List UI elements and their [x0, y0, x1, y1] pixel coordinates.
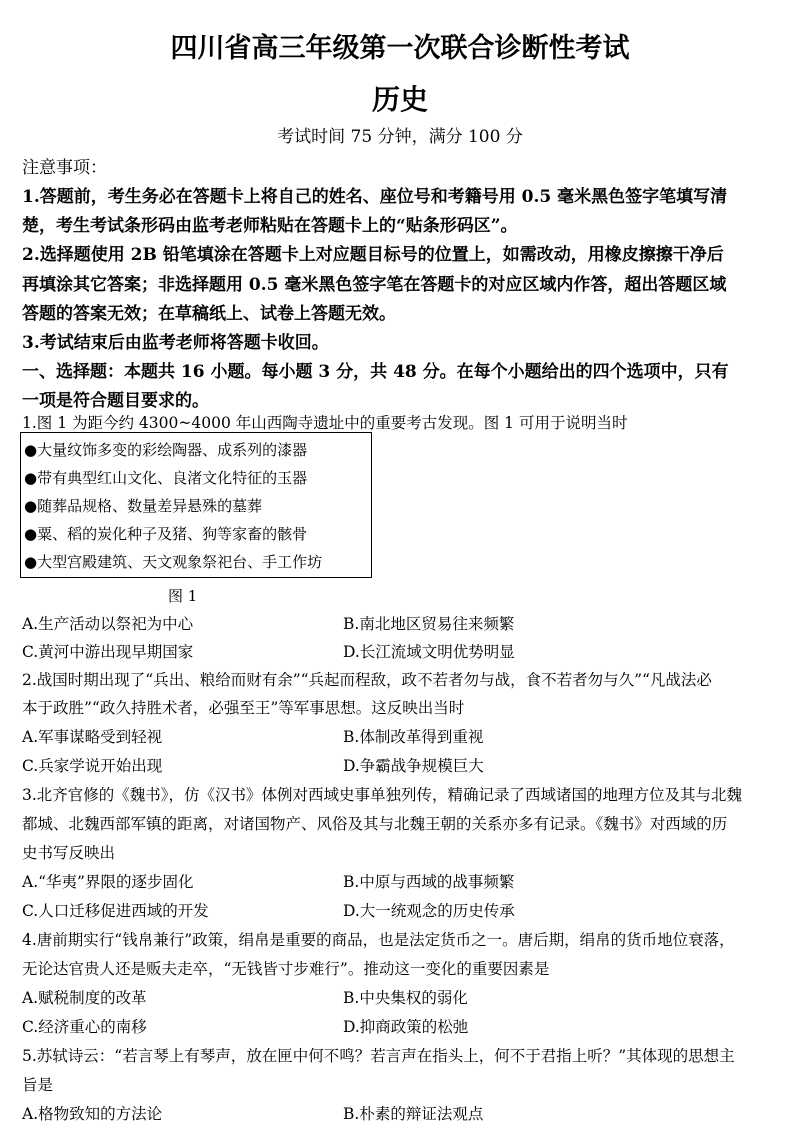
exam-info: 考试时间 75 分钟，满分 100 分 — [277, 127, 523, 147]
figure-item: ●粟、稻的炭化种子及猪、狗等家畜的骸骨 — [24, 525, 308, 543]
q1-stem: 1.图 1 为距今约 4300~4000 年山西陶寺遗址中的重要考古发现。图 1 可用于说明当时 — [22, 414, 628, 432]
q3-option-b: B.中原与西域的战事频繁 — [343, 873, 515, 891]
q1-option-a: A.生产活动以祭祀为中心 — [22, 615, 194, 633]
q1-option-b: B.南北地区贸易往来频繁 — [343, 615, 515, 633]
notice-line: 3.考试结束后由监考老师将答题卡收回。 — [22, 333, 329, 353]
q5-option-a: A.格物致知的方法论 — [22, 1105, 163, 1123]
notice-line: 2.选择题使用 2B 铅笔填涂在答题卡上对应题目标号的位置上，如需改动，用橡皮擦擦干净后 — [22, 245, 724, 265]
notice-line: 1.答题前，考生务必在答题卡上将自己的姓名、座位号和考籍号用 0.5 毫米黑色签字笔填写清 — [22, 187, 728, 207]
q4-option-c: C.经济重心的南移 — [22, 1018, 147, 1036]
figure-label: 图 1 — [168, 587, 198, 605]
subject-title: 历史 — [371, 83, 428, 116]
notice-line: 楚，考生考试条形码由监考老师粘贴在答题卡上的“贴条形码区”。 — [22, 216, 518, 236]
q4-option-a: A.赋税制度的改革 — [22, 989, 147, 1007]
section-heading-line: 一项是符合题目要求的。 — [22, 391, 209, 411]
q3-stem-line: 史书写反映出 — [22, 844, 116, 862]
q5-stem-line: 旨是 — [22, 1076, 54, 1094]
q3-stem-line: 都城、北魏西部军镇的距离，对诸国物产、风俗及其与北魏王朝的关系亦多有记录。《魏书》对西域的历 — [22, 815, 728, 833]
section-heading-line: 一、选择题：本题共 16 小题。每小题 3 分，共 48 分。在每个小题给出的四个选项中，只有 — [22, 362, 729, 382]
q4-option-b: B.中央集权的弱化 — [343, 989, 468, 1007]
q2-option-a: A.军事谋略受到轻视 — [22, 728, 163, 746]
q2-option-c: C.兵家学说开始出现 — [22, 757, 163, 775]
figure-item: ●大型宫殿建筑、天文观象祭祀台、手工作坊 — [24, 553, 323, 571]
q1-figure-box — [20, 432, 372, 578]
exam-title: 四川省高三年级第一次联合诊断性考试 — [170, 33, 630, 64]
figure-item: ●带有典型红山文化、良渚文化特征的玉器 — [24, 469, 308, 487]
notice-heading: 注意事项： — [22, 158, 107, 178]
figure-item: ●大量纹饰多变的彩绘陶器、成系列的漆器 — [24, 441, 308, 459]
q5-option-b: B.朴素的辩证法观点 — [343, 1105, 484, 1123]
q2-stem-line: 2.战国时期出现了“兵出、粮给而财有余”“兵起而程敌，政不若者勿与战，食不若者勿与久”“凡战法必 — [22, 671, 712, 689]
notice-line: 答题的答案无效；在草稿纸上、试卷上答题无效。 — [22, 304, 396, 324]
q1-option-d: D.长江流域文明优势明显 — [343, 643, 515, 661]
q4-option-d: D.抑商政策的松弛 — [343, 1018, 469, 1036]
q3-option-c: C.人口迁移促进西域的开发 — [22, 902, 209, 920]
q3-option-d: D.大一统观念的历史传承 — [343, 902, 515, 920]
q2-option-d: D.争霸战争规模巨大 — [343, 757, 484, 775]
figure-item: ●随葬品规格、数量差异悬殊的墓葬 — [24, 497, 263, 515]
notice-line: 再填涂其它答案；非选择题用 0.5 毫米黑色签字笔在答题卡的对应区域内作答，超出答题区域 — [22, 275, 727, 295]
q2-stem-line: 本于政胜”“政久持胜术者，必强至王”等军事思想。这反映出当时 — [22, 699, 465, 717]
q4-stem-line: 4.唐前期实行“钱帛兼行”政策，绢帛是重要的商品，也是法定货币之一。唐后期，绢帛的货币地位衰落， — [22, 931, 735, 949]
q1-option-c: C.黄河中游出现早期国家 — [22, 643, 194, 661]
q4-stem-line: 无论达官贵人还是贩夫走卒，“无钱皆寸步难行”。推动这一变化的重要因素是 — [22, 960, 550, 978]
q5-stem-line: 5.苏轼诗云：“若言琴上有琴声，放在匣中何不鸣？若言声在指头上，何不于君指上听？”其体现的思想主 — [22, 1047, 735, 1065]
q3-option-a: A.“华夷”界限的逐步固化 — [22, 873, 194, 891]
q2-option-b: B.体制改革得到重视 — [343, 728, 484, 746]
q3-stem-line: 3.北齐官修的《魏书》，仿《汉书》体例对西域史事单独列传，精确记录了西域诸国的地理方位及其与北魏 — [22, 786, 743, 804]
